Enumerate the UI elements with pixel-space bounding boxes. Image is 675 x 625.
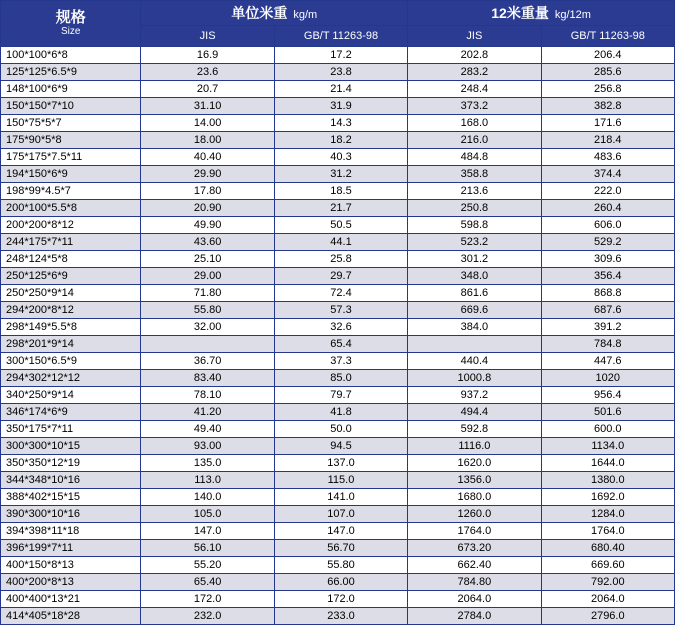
cell-size: 294*200*8*12 <box>1 302 141 319</box>
cell-gb-12m-weight: 382.8 <box>541 98 674 115</box>
cell-gb-unit-weight: 57.3 <box>274 302 407 319</box>
header-group1-title: 单位米重 <box>231 5 288 21</box>
cell-size: 400*400*13*21 <box>1 591 141 608</box>
cell-gb-unit-weight: 115.0 <box>274 472 407 489</box>
cell-jis-unit-weight: 43.60 <box>141 234 274 251</box>
cell-gb-12m-weight: 1380.0 <box>541 472 674 489</box>
cell-jis-12m-weight: 1680.0 <box>408 489 541 506</box>
cell-size: 175*90*5*8 <box>1 132 141 149</box>
cell-jis-12m-weight: 1000.8 <box>408 370 541 387</box>
cell-gb-12m-weight: 218.4 <box>541 132 674 149</box>
cell-size: 346*174*6*9 <box>1 404 141 421</box>
cell-jis-12m-weight: 861.6 <box>408 285 541 302</box>
cell-gb-unit-weight: 25.8 <box>274 251 407 268</box>
table-row <box>1 149 675 166</box>
cell-gb-unit-weight: 44.1 <box>274 234 407 251</box>
table-header <box>1 1 675 47</box>
cell-jis-12m-weight: 484.8 <box>408 149 541 166</box>
cell-gb-unit-weight: 31.2 <box>274 166 407 183</box>
cell-jis-12m-weight: 937.2 <box>408 387 541 404</box>
cell-jis-unit-weight <box>141 336 274 353</box>
cell-size: 150*75*5*7 <box>1 115 141 132</box>
cell-jis-unit-weight: 23.6 <box>141 64 274 81</box>
cell-jis-unit-weight: 232.0 <box>141 608 274 625</box>
cell-gb-12m-weight: 356.4 <box>541 268 674 285</box>
cell-gb-12m-weight: 529.2 <box>541 234 674 251</box>
table-row <box>1 183 675 200</box>
table-row <box>1 336 675 353</box>
cell-jis-12m-weight: 784.80 <box>408 574 541 591</box>
header-group2-title: 12米重量 <box>491 5 549 21</box>
cell-size: 198*99*4.5*7 <box>1 183 141 200</box>
cell-gb-12m-weight: 256.8 <box>541 81 674 98</box>
cell-jis-unit-weight: 56.10 <box>141 540 274 557</box>
cell-jis-12m-weight: 2784.0 <box>408 608 541 625</box>
table-row <box>1 166 675 183</box>
table-row <box>1 217 675 234</box>
cell-jis-12m-weight: 1116.0 <box>408 438 541 455</box>
header-group-12m-weight <box>408 1 675 26</box>
cell-gb-unit-weight: 72.4 <box>274 285 407 302</box>
cell-jis-12m-weight: 1356.0 <box>408 472 541 489</box>
table-row <box>1 302 675 319</box>
cell-size: 400*150*8*13 <box>1 557 141 574</box>
table-body <box>1 47 675 625</box>
cell-jis-12m-weight: 384.0 <box>408 319 541 336</box>
table-row <box>1 489 675 506</box>
header-spec-cell <box>1 1 141 47</box>
cell-gb-unit-weight: 55.80 <box>274 557 407 574</box>
cell-gb-12m-weight: 447.6 <box>541 353 674 370</box>
cell-jis-12m-weight: 1764.0 <box>408 523 541 540</box>
cell-gb-unit-weight: 21.7 <box>274 200 407 217</box>
cell-jis-unit-weight: 20.7 <box>141 81 274 98</box>
cell-gb-12m-weight: 606.0 <box>541 217 674 234</box>
table-row <box>1 353 675 370</box>
cell-jis-12m-weight: 348.0 <box>408 268 541 285</box>
header-sub-jis-12m: JIS <box>408 26 541 47</box>
cell-size: 200*200*8*12 <box>1 217 141 234</box>
cell-gb-12m-weight: 2796.0 <box>541 608 674 625</box>
header-spec-subtitle: Size <box>60 26 81 38</box>
cell-jis-unit-weight: 140.0 <box>141 489 274 506</box>
table-row <box>1 285 675 302</box>
cell-gb-unit-weight: 94.5 <box>274 438 407 455</box>
cell-gb-12m-weight: 374.4 <box>541 166 674 183</box>
cell-size: 298*201*9*14 <box>1 336 141 353</box>
table-row <box>1 47 675 64</box>
cell-jis-unit-weight: 29.90 <box>141 166 274 183</box>
cell-jis-12m-weight: 358.8 <box>408 166 541 183</box>
cell-gb-unit-weight: 65.4 <box>274 336 407 353</box>
cell-gb-unit-weight: 107.0 <box>274 506 407 523</box>
cell-jis-12m-weight: 373.2 <box>408 98 541 115</box>
cell-jis-unit-weight: 16.9 <box>141 47 274 64</box>
cell-gb-12m-weight: 483.6 <box>541 149 674 166</box>
cell-jis-12m-weight: 283.2 <box>408 64 541 81</box>
cell-gb-12m-weight: 285.6 <box>541 64 674 81</box>
cell-gb-12m-weight: 687.6 <box>541 302 674 319</box>
cell-jis-unit-weight: 78.10 <box>141 387 274 404</box>
cell-size: 390*300*10*16 <box>1 506 141 523</box>
cell-gb-unit-weight: 79.7 <box>274 387 407 404</box>
cell-gb-unit-weight: 56.70 <box>274 540 407 557</box>
cell-size: 248*124*5*8 <box>1 251 141 268</box>
cell-jis-12m-weight: 250.8 <box>408 200 541 217</box>
cell-size: 396*199*7*11 <box>1 540 141 557</box>
cell-gb-12m-weight: 600.0 <box>541 421 674 438</box>
cell-jis-unit-weight: 18.00 <box>141 132 274 149</box>
cell-size: 148*100*6*9 <box>1 81 141 98</box>
cell-jis-unit-weight: 49.90 <box>141 217 274 234</box>
header-sub-gb-unit: GB/T 11263-98 <box>274 26 407 47</box>
table-row <box>1 591 675 608</box>
cell-jis-12m-weight: 168.0 <box>408 115 541 132</box>
cell-gb-unit-weight: 17.2 <box>274 47 407 64</box>
header-row-main <box>1 1 675 26</box>
cell-size: 250*125*6*9 <box>1 268 141 285</box>
cell-gb-unit-weight: 141.0 <box>274 489 407 506</box>
cell-jis-unit-weight: 83.40 <box>141 370 274 387</box>
cell-gb-12m-weight: 206.4 <box>541 47 674 64</box>
cell-gb-12m-weight: 1020 <box>541 370 674 387</box>
cell-jis-12m-weight: 1260.0 <box>408 506 541 523</box>
cell-jis-unit-weight: 32.00 <box>141 319 274 336</box>
cell-gb-unit-weight: 31.9 <box>274 98 407 115</box>
table-row <box>1 115 675 132</box>
cell-jis-unit-weight: 31.10 <box>141 98 274 115</box>
cell-gb-unit-weight: 233.0 <box>274 608 407 625</box>
cell-size: 340*250*9*14 <box>1 387 141 404</box>
cell-size: 175*175*7.5*11 <box>1 149 141 166</box>
table-row <box>1 608 675 625</box>
cell-jis-unit-weight: 29.00 <box>141 268 274 285</box>
cell-jis-unit-weight: 71.80 <box>141 285 274 302</box>
table-row <box>1 98 675 115</box>
table-row <box>1 319 675 336</box>
cell-gb-unit-weight: 41.8 <box>274 404 407 421</box>
table-row <box>1 557 675 574</box>
cell-jis-12m-weight: 523.2 <box>408 234 541 251</box>
cell-gb-unit-weight: 18.5 <box>274 183 407 200</box>
table-row <box>1 472 675 489</box>
cell-jis-unit-weight: 14.00 <box>141 115 274 132</box>
table-row <box>1 370 675 387</box>
cell-size: 294*302*12*12 <box>1 370 141 387</box>
cell-jis-unit-weight: 49.40 <box>141 421 274 438</box>
table-row <box>1 234 675 251</box>
table-row <box>1 387 675 404</box>
cell-gb-12m-weight: 501.6 <box>541 404 674 421</box>
cell-gb-12m-weight: 868.8 <box>541 285 674 302</box>
cell-size: 414*405*18*28 <box>1 608 141 625</box>
cell-gb-unit-weight: 29.7 <box>274 268 407 285</box>
table-row <box>1 455 675 472</box>
table-row <box>1 523 675 540</box>
cell-jis-unit-weight: 113.0 <box>141 472 274 489</box>
cell-size: 125*125*6.5*9 <box>1 64 141 81</box>
cell-jis-12m-weight: 592.8 <box>408 421 541 438</box>
cell-jis-12m-weight: 598.8 <box>408 217 541 234</box>
table-row <box>1 251 675 268</box>
table-row <box>1 200 675 217</box>
cell-gb-12m-weight: 391.2 <box>541 319 674 336</box>
table-row <box>1 438 675 455</box>
cell-gb-12m-weight: 222.0 <box>541 183 674 200</box>
cell-gb-12m-weight: 309.6 <box>541 251 674 268</box>
cell-size: 300*150*6.5*9 <box>1 353 141 370</box>
cell-jis-unit-weight: 55.20 <box>141 557 274 574</box>
cell-gb-12m-weight: 784.8 <box>541 336 674 353</box>
table-row <box>1 540 675 557</box>
cell-gb-12m-weight: 1692.0 <box>541 489 674 506</box>
header-group2-unit: kg/12m <box>554 9 591 21</box>
cell-size: 394*398*11*18 <box>1 523 141 540</box>
cell-jis-12m-weight: 669.6 <box>408 302 541 319</box>
cell-jis-unit-weight: 93.00 <box>141 438 274 455</box>
cell-gb-unit-weight: 147.0 <box>274 523 407 540</box>
table-row <box>1 268 675 285</box>
cell-gb-unit-weight: 32.6 <box>274 319 407 336</box>
cell-size: 150*150*7*10 <box>1 98 141 115</box>
cell-size: 200*100*5.5*8 <box>1 200 141 217</box>
cell-gb-unit-weight: 137.0 <box>274 455 407 472</box>
cell-jis-12m-weight: 2064.0 <box>408 591 541 608</box>
cell-gb-unit-weight: 85.0 <box>274 370 407 387</box>
cell-size: 244*175*7*11 <box>1 234 141 251</box>
header-group1-unit: kg/m <box>293 9 318 21</box>
cell-gb-12m-weight: 669.60 <box>541 557 674 574</box>
cell-jis-12m-weight: 440.4 <box>408 353 541 370</box>
cell-gb-12m-weight: 1764.0 <box>541 523 674 540</box>
cell-jis-12m-weight: 301.2 <box>408 251 541 268</box>
cell-gb-unit-weight: 18.2 <box>274 132 407 149</box>
table-row <box>1 81 675 98</box>
cell-size: 100*100*6*8 <box>1 47 141 64</box>
cell-gb-12m-weight: 1134.0 <box>541 438 674 455</box>
cell-size: 350*350*12*19 <box>1 455 141 472</box>
cell-jis-unit-weight: 105.0 <box>141 506 274 523</box>
cell-gb-12m-weight: 1644.0 <box>541 455 674 472</box>
header-sub-gb-12m: GB/T 11263-98 <box>541 26 674 47</box>
table-row <box>1 506 675 523</box>
cell-size: 344*348*10*16 <box>1 472 141 489</box>
cell-gb-unit-weight: 66.00 <box>274 574 407 591</box>
table-row <box>1 421 675 438</box>
cell-jis-12m-weight: 248.4 <box>408 81 541 98</box>
cell-gb-unit-weight: 50.5 <box>274 217 407 234</box>
header-spec-title: 规格 <box>55 9 86 27</box>
cell-size: 298*149*5.5*8 <box>1 319 141 336</box>
cell-jis-unit-weight: 172.0 <box>141 591 274 608</box>
cell-jis-unit-weight: 36.70 <box>141 353 274 370</box>
table-row <box>1 404 675 421</box>
cell-gb-12m-weight: 171.6 <box>541 115 674 132</box>
cell-size: 300*300*10*15 <box>1 438 141 455</box>
cell-size: 194*150*6*9 <box>1 166 141 183</box>
cell-jis-unit-weight: 65.40 <box>141 574 274 591</box>
cell-size: 388*402*15*15 <box>1 489 141 506</box>
cell-jis-12m-weight: 216.0 <box>408 132 541 149</box>
cell-gb-12m-weight: 680.40 <box>541 540 674 557</box>
table-row <box>1 132 675 149</box>
cell-jis-unit-weight: 135.0 <box>141 455 274 472</box>
cell-jis-12m-weight: 1620.0 <box>408 455 541 472</box>
cell-jis-unit-weight: 41.20 <box>141 404 274 421</box>
cell-size: 400*200*8*13 <box>1 574 141 591</box>
cell-size: 350*175*7*11 <box>1 421 141 438</box>
cell-jis-12m-weight <box>408 336 541 353</box>
cell-gb-unit-weight: 21.4 <box>274 81 407 98</box>
cell-jis-unit-weight: 40.40 <box>141 149 274 166</box>
cell-jis-12m-weight: 673.20 <box>408 540 541 557</box>
cell-gb-unit-weight: 37.3 <box>274 353 407 370</box>
cell-gb-12m-weight: 956.4 <box>541 387 674 404</box>
header-group-unit-weight <box>141 1 408 26</box>
cell-gb-unit-weight: 23.8 <box>274 64 407 81</box>
cell-jis-12m-weight: 202.8 <box>408 47 541 64</box>
cell-jis-unit-weight: 17.80 <box>141 183 274 200</box>
cell-gb-unit-weight: 14.3 <box>274 115 407 132</box>
table-row <box>1 574 675 591</box>
cell-jis-unit-weight: 20.90 <box>141 200 274 217</box>
cell-gb-unit-weight: 50.0 <box>274 421 407 438</box>
cell-jis-unit-weight: 147.0 <box>141 523 274 540</box>
cell-size: 250*250*9*14 <box>1 285 141 302</box>
cell-gb-12m-weight: 2064.0 <box>541 591 674 608</box>
cell-gb-12m-weight: 792.00 <box>541 574 674 591</box>
cell-gb-12m-weight: 260.4 <box>541 200 674 217</box>
cell-jis-unit-weight: 25.10 <box>141 251 274 268</box>
cell-jis-12m-weight: 662.40 <box>408 557 541 574</box>
header-sub-jis-unit: JIS <box>141 26 274 47</box>
cell-gb-12m-weight: 1284.0 <box>541 506 674 523</box>
cell-gb-unit-weight: 172.0 <box>274 591 407 608</box>
cell-jis-12m-weight: 213.6 <box>408 183 541 200</box>
table-row <box>1 64 675 81</box>
cell-gb-unit-weight: 40.3 <box>274 149 407 166</box>
cell-jis-unit-weight: 55.80 <box>141 302 274 319</box>
cell-jis-12m-weight: 494.4 <box>408 404 541 421</box>
